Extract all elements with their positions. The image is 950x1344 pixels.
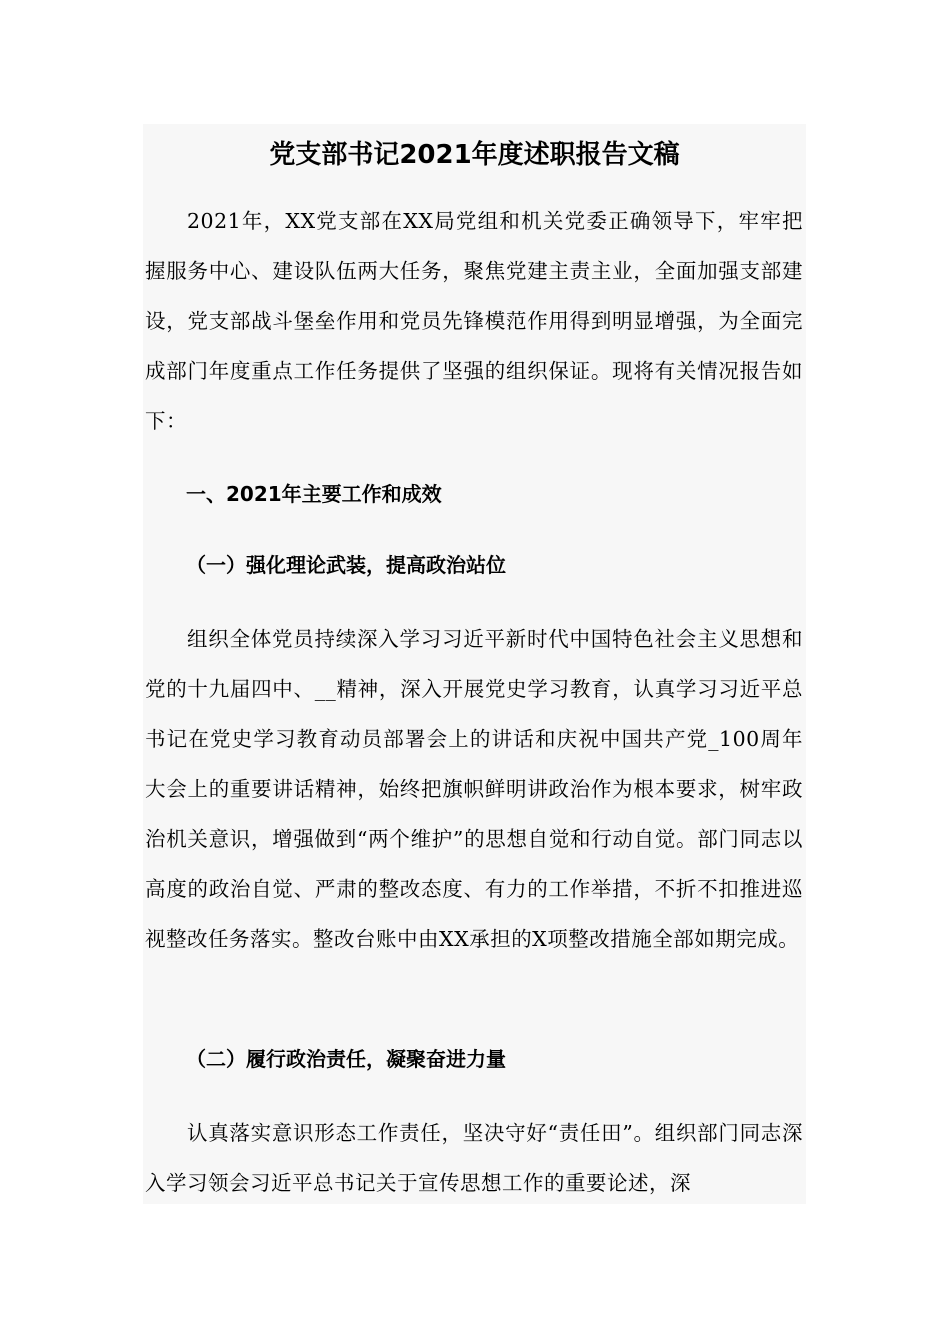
subsection-heading-1: （一）强化理论武装，提高政治站位 [186,553,506,577]
subsection-2-paragraph: 认真落实意识形态工作责任，坚决守好“责任田”。组织部门同志深入学习领会习近平总书记关于宣传思想工作的重要论述，深 [145,1121,803,1195]
document-title: 党支部书记2021年度述职报告文稿 [269,140,680,170]
intro-paragraph: 2021年，XX党支部在XX局党组和机关党委正确领导下，牢牢把握服务中心、建设队伍两大任务，聚焦党建主责主业，全面加强支部建设，党支部战斗堡垒作用和党员先锋模范作用得到明显增强，为全面完成部门年度重点工作任务提供了坚强的组织保证。现将有关情况报告如下： [145,209,803,433]
section-heading-1: 一、2021年主要工作和成效 [186,482,442,506]
subsection-heading-2: （二）履行政治责任，凝聚奋进力量 [186,1047,506,1071]
subsection-1-paragraph: 组织全体党员持续深入学习习近平新时代中国特色社会主义思想和党的十九届四中、__精神，深入开展党史学习教育，认真学习习近平总书记在党史学习教育动员部署会上的讲话和庆祝中国共产党_100周年大会上的重要讲话精神，始终把旗帜鲜明讲政治作为根本要求，树牢政治机关意识，增强做到“两个维护”的思想自觉和行动自觉。部门同志以高度的政治自觉、严肃的整改态度、有力的工作举措，不折不扣推进巡视整改任务落实。整改台账中由XX承担的X项整改措施全部如期完成。 [145,627,803,951]
